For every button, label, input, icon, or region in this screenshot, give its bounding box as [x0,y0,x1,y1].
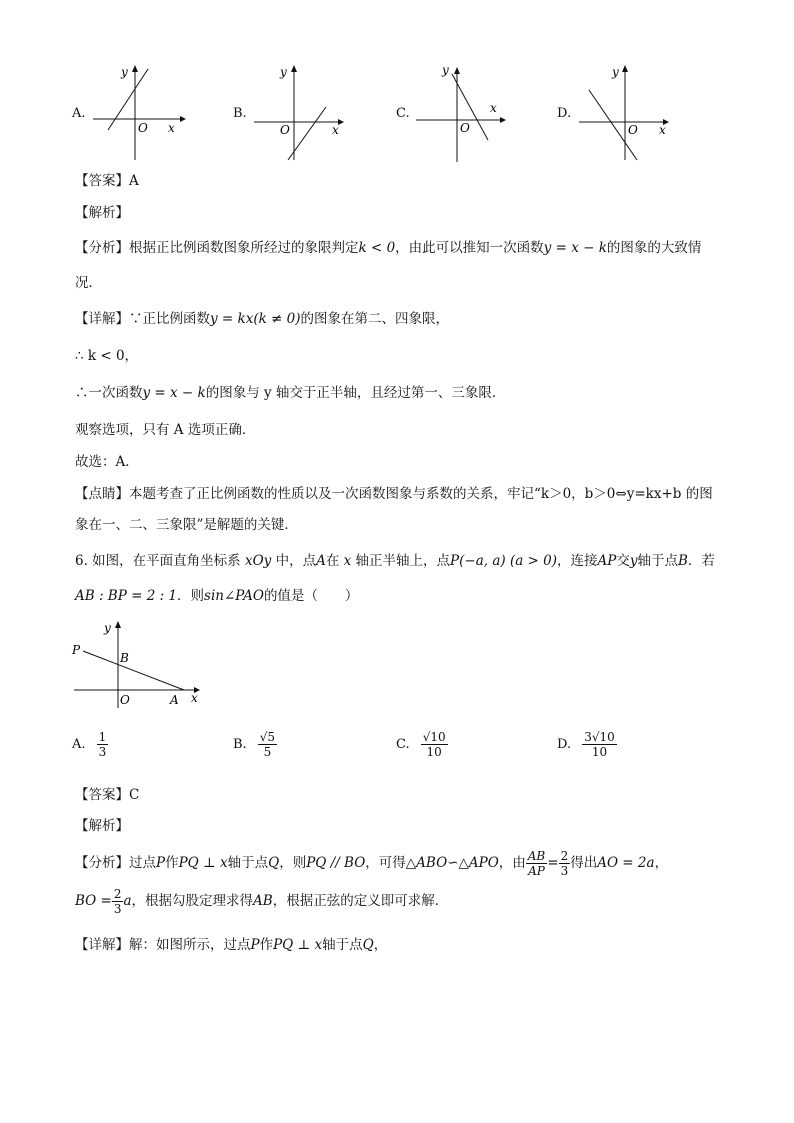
text: ，由 [498,855,526,871]
x-label: x [490,101,497,115]
numerator: √10 [422,730,446,744]
text: 作 [259,937,274,953]
text: = [547,855,559,871]
answer-tag: 【答案】 [75,787,129,803]
y-label: y [104,621,111,635]
origin-label: O [280,123,290,137]
origin-label: O [628,123,638,137]
x-label: x [659,123,666,137]
text: 过点 [129,855,156,871]
xiangjie-tag: 【详解】 [75,937,129,953]
math: BO = [75,893,112,909]
denominator: 10 [426,745,442,759]
y-arrow [291,65,297,72]
graph-d [575,62,675,162]
y-label: y [442,63,449,77]
numerator: 1 [98,730,107,744]
text: 本题考查了正比例函数的性质以及一次函数图象与系数的关系，牢记“k＞0，b＞0⇔y=kx+b 的图 [129,486,713,502]
text: 作 [165,855,179,871]
math: k < 0 [358,240,396,256]
fenxi-tag: 【分析】 [75,240,129,256]
option-label: A. [72,737,86,752]
graph-a-label: A. [72,106,86,121]
math: AP [597,553,617,569]
text: ， [654,855,669,871]
option-label: D. [557,737,572,752]
x-arrow [338,119,344,125]
option-fraction [421,730,448,759]
q6-stem-line1 [75,551,715,571]
math: Q [362,937,374,953]
x-arrow [500,117,506,123]
text: ∵正比例函数 [129,311,210,327]
graph-b-label: B. [233,106,247,121]
dianjing-tag: 【点睛】 [75,486,129,502]
text: ， [373,937,388,953]
numerator: 2 [113,887,122,901]
graph-b [250,62,350,162]
q5-fenxi-line1 [75,238,701,258]
x-arrow [180,116,186,122]
math: AO = 2a [597,855,655,871]
text: ，根据正弦的定义即可求解． [272,893,449,909]
math: B [678,553,688,569]
math: PQ ⊥ x [273,937,323,953]
graph-a [88,62,188,162]
text: ，可得 [365,855,406,871]
option-fraction [582,730,617,759]
numerator: 2 [560,849,569,863]
x-label: x [332,123,339,137]
q6-answer [75,785,139,805]
point-b-label: B [120,651,129,665]
math: AB : BP = 2 : 1 [75,588,178,604]
point-a-label: A [170,693,179,707]
text: ，连接 [557,553,598,569]
fraction-ab-ap [526,849,547,878]
q6-option-b[interactable] [233,730,277,759]
y-arrow [622,65,628,72]
text: 轴正半轴上，点 [355,553,451,569]
text: ．则 [177,588,205,604]
q6-fenxi-line1 [75,848,668,878]
math: PQ // BO [306,855,366,871]
y-arrow [115,621,121,628]
text: ，则 [279,855,307,871]
point-p-label: P [72,643,81,657]
q6-option-a[interactable] [72,730,108,759]
text: 的值是（ ） [263,588,359,604]
y-arrow [454,67,460,74]
denominator: 3 [560,864,569,878]
q5-xiangjie-line4: 观察选项，只有 A 选项正确． [75,422,256,438]
q6-figure [68,618,208,710]
fenxi-tag: 【分析】 [75,855,129,871]
fraction-two-thirds [112,887,124,916]
denominator: AP [528,864,545,878]
text: ∴一次函数 [75,385,143,401]
q5-fenxi-line2: 况． [75,275,102,291]
math: △ABO∽△APO [405,855,499,871]
option-label: C. [396,737,410,752]
text: ，根据勾股定理求得 [131,893,254,909]
text: 交 [616,553,630,569]
answer-value: C [129,787,140,803]
graph-c [412,62,512,162]
origin-label: O [460,121,470,135]
text: 6. 如图，在平面直角坐标系 [75,553,241,569]
math: sin∠PAO [204,588,264,604]
text: 的图象在第二、四象限， [300,311,450,327]
text: 的图象与 y 轴交于正半轴，且经过第一、三象限． [205,385,506,401]
q5-xiangjie-line5: 故选：A． [75,454,139,470]
y-label: y [612,65,619,79]
text: 解：如图所示，过点 [129,937,251,953]
denominator: 3 [98,745,107,759]
answer-value: A [129,173,139,189]
origin-label: O [138,121,148,135]
text: 中，点 [275,553,317,569]
xiangjie-tag: 【详解】 [75,311,129,327]
text: 轴于点 [322,937,363,953]
q6-option-d[interactable] [557,730,617,759]
math: x [343,553,352,569]
q5-xiangjie-line1 [75,309,449,329]
math: PQ ⊥ x [178,855,228,871]
math: xOy [244,553,272,569]
q5-xiangjie-line2: ∴ k < 0， [75,348,139,364]
text: ．若 [687,553,715,569]
text: 得出 [570,855,598,871]
numerator: AB [527,849,546,863]
text: 轴于点 [637,553,678,569]
answer-tag: 【答案】 [75,173,129,189]
q5-analysis-tag: 【解析】 [75,205,129,221]
option-fraction [258,730,277,759]
q6-xiangjie-line1 [75,935,387,955]
math: Q [268,855,280,871]
math: P [250,937,260,953]
q5-dianjing-line1 [75,484,713,504]
option-label: B. [233,737,247,752]
q5-xiangjie-line3 [75,383,505,403]
text: 根据正比例函数图象所经过的象限判定 [129,240,359,256]
origin-label: O [120,693,130,707]
text: ，由此可以推知一次函数 [395,240,544,256]
x-label: x [168,121,175,135]
numerator: 3√10 [584,730,615,744]
text: 轴于点 [227,855,269,871]
y-label: y [121,65,128,79]
graph-d-label: D. [557,106,572,121]
math: P(−a, a) (a > 0) [450,553,558,569]
denominator: 10 [591,745,608,759]
denominator: 3 [113,902,122,916]
q5-dianjing-line2: 象在一、二、三象限”是解题的关键． [75,517,298,533]
text: 的图象的大致情 [606,240,702,256]
q5-answer [75,171,139,191]
fraction-two-thirds [559,849,571,878]
math: AB [253,893,273,909]
text: 在 [325,553,340,569]
option-fraction [97,730,109,759]
graph-c-label: C. [396,106,410,121]
math: y = kx(k ≠ 0) [210,311,301,327]
numerator: √5 [259,730,276,744]
y-label: y [280,65,287,79]
math: y = x − k [142,385,206,401]
math: a [123,893,132,909]
x-label: x [191,691,198,705]
segment-ap [83,651,184,690]
math: P [156,855,166,871]
math: y = x − k [543,240,607,256]
q6-option-c[interactable] [396,730,448,759]
y-arrow [132,65,138,72]
q6-analysis-tag: 【解析】 [75,818,129,834]
math: y [629,553,638,569]
q6-stem-line2 [75,586,358,606]
q6-fenxi-line2 [75,886,448,916]
denominator: 5 [263,745,272,759]
math: A [316,553,326,569]
